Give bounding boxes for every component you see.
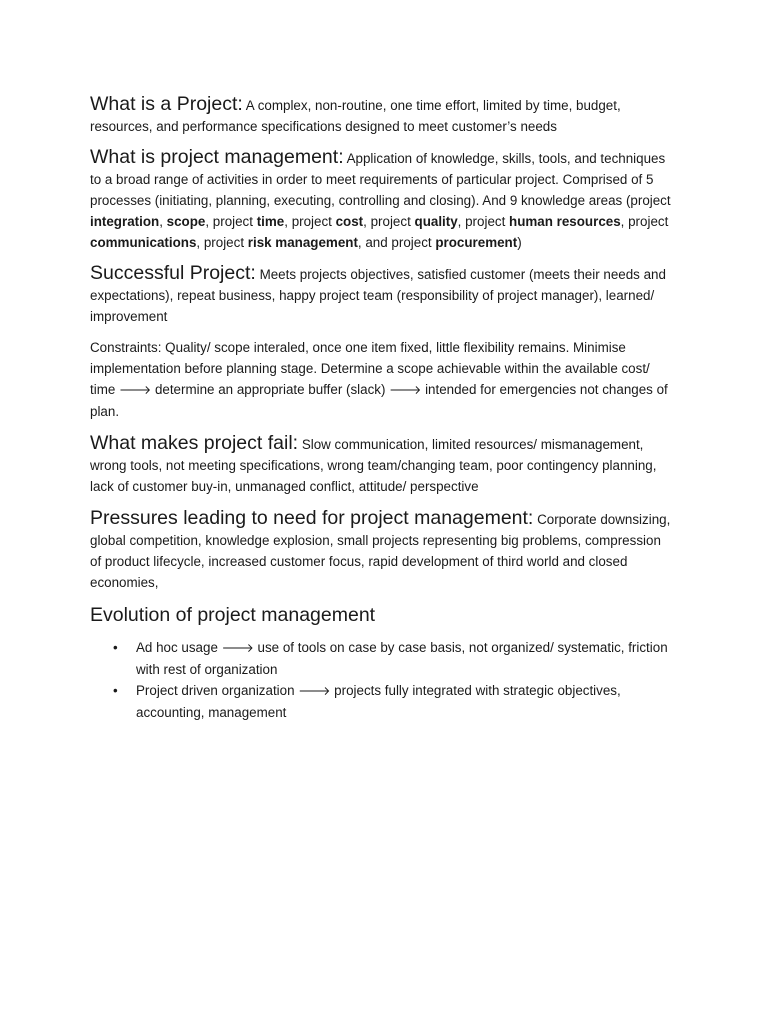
- bullet-lead: Project driven organization: [136, 683, 299, 698]
- heading-successful-project: Successful Project:: [90, 262, 256, 284]
- term-human-resources: human resources: [509, 214, 621, 229]
- heading-evolution: Evolution of project management: [90, 604, 376, 626]
- arrow-right-icon: 🡒: [389, 383, 422, 397]
- bullet-icon: •: [113, 683, 118, 698]
- heading-project-fail: What makes project fail:: [90, 432, 299, 454]
- sep: , and project: [357, 235, 436, 250]
- bullet-rest: projects fully integrated with strategic objectives, accounting, management: [136, 683, 621, 720]
- document-page: [90, 92, 674, 723]
- evolution-bullet-list: [90, 637, 674, 723]
- body-project-fail: Slow communication, limited resources/ mismanagement, wrong tools, not meeting specifications, wrong team/changing team, poor contingency planning, lack of customer buy-in, unmanaged conflict, attitude/ perspective: [90, 437, 657, 494]
- list-item: [90, 680, 674, 723]
- section-successful-project: [90, 261, 674, 327]
- constraints-text-c: intended for emergencies not changes of plan.: [90, 382, 668, 419]
- body-what-is-project: A complex, non-routine, one time effort, limited by time, budget, resources, and performance specifications designed to meet customer’s needs: [90, 98, 621, 134]
- sep: , project: [620, 214, 669, 229]
- arrow-right-icon: 🡒: [221, 641, 254, 655]
- sep: , project: [284, 214, 336, 229]
- sep: ,: [159, 214, 167, 229]
- section-pressures: [90, 506, 674, 593]
- heading-what-is-project: What is a Project:: [90, 93, 243, 115]
- heading-pressures: Pressures leading to need for project management:: [90, 507, 534, 529]
- list-item: [90, 637, 674, 680]
- body-what-is-pm: Application of knowledge, skills, tools, and techniques to a broad range of activities in order to meet requirements of particular project. Comprised of 5 processes (initiating, planning, executing, controlling and closing). And 9 knowledge areas (project: [90, 151, 671, 208]
- sep: , project: [363, 214, 415, 229]
- body-pressures: Corporate downsizing, global competition, knowledge explosion, small projects representing big problems, compression of product lifecycle, increased customer focus, rapid development of third world and closed economies,: [90, 512, 671, 590]
- section-project-fail: [90, 431, 674, 497]
- sep: , project: [196, 235, 248, 250]
- term-scope: scope: [166, 214, 206, 229]
- term-quality: quality: [414, 214, 458, 229]
- arrow-right-icon: 🡒: [119, 383, 152, 397]
- close-paren: ): [517, 235, 522, 250]
- bullet-icon: •: [113, 640, 118, 655]
- term-risk-management: risk management: [247, 235, 358, 250]
- section-what-is-project: [90, 92, 674, 137]
- section-constraints: [90, 337, 674, 422]
- sep: , project: [457, 214, 510, 229]
- term-time: time: [256, 214, 285, 229]
- constraints-text-a: Constraints: Quality/ scope interaled, once one item fixed, little flexibility remains. Minimise implementation before planning stage. Determine a scope achievable within the available cost/ time: [90, 340, 650, 397]
- heading-what-is-pm: What is project management:: [90, 146, 344, 168]
- term-procurement: procurement: [435, 235, 518, 250]
- sep: , project: [205, 214, 257, 229]
- bullet-rest: use of tools on case by case basis, not organized/ systematic, friction with rest of organization: [136, 640, 668, 677]
- term-integration: integration: [90, 214, 160, 229]
- term-cost: cost: [335, 214, 364, 229]
- constraints-text-b: determine an appropriate buffer (slack): [151, 382, 390, 397]
- body-successful-project: Meets projects objectives, satisfied customer (meets their needs and expectations), repeat business, happy project team (responsibility of project manager), learned/ improvement: [90, 267, 666, 324]
- bullet-lead: Ad hoc usage: [136, 640, 222, 655]
- arrow-right-icon: 🡒: [298, 684, 331, 698]
- section-what-is-pm: [90, 145, 674, 253]
- term-communications: communications: [90, 235, 197, 250]
